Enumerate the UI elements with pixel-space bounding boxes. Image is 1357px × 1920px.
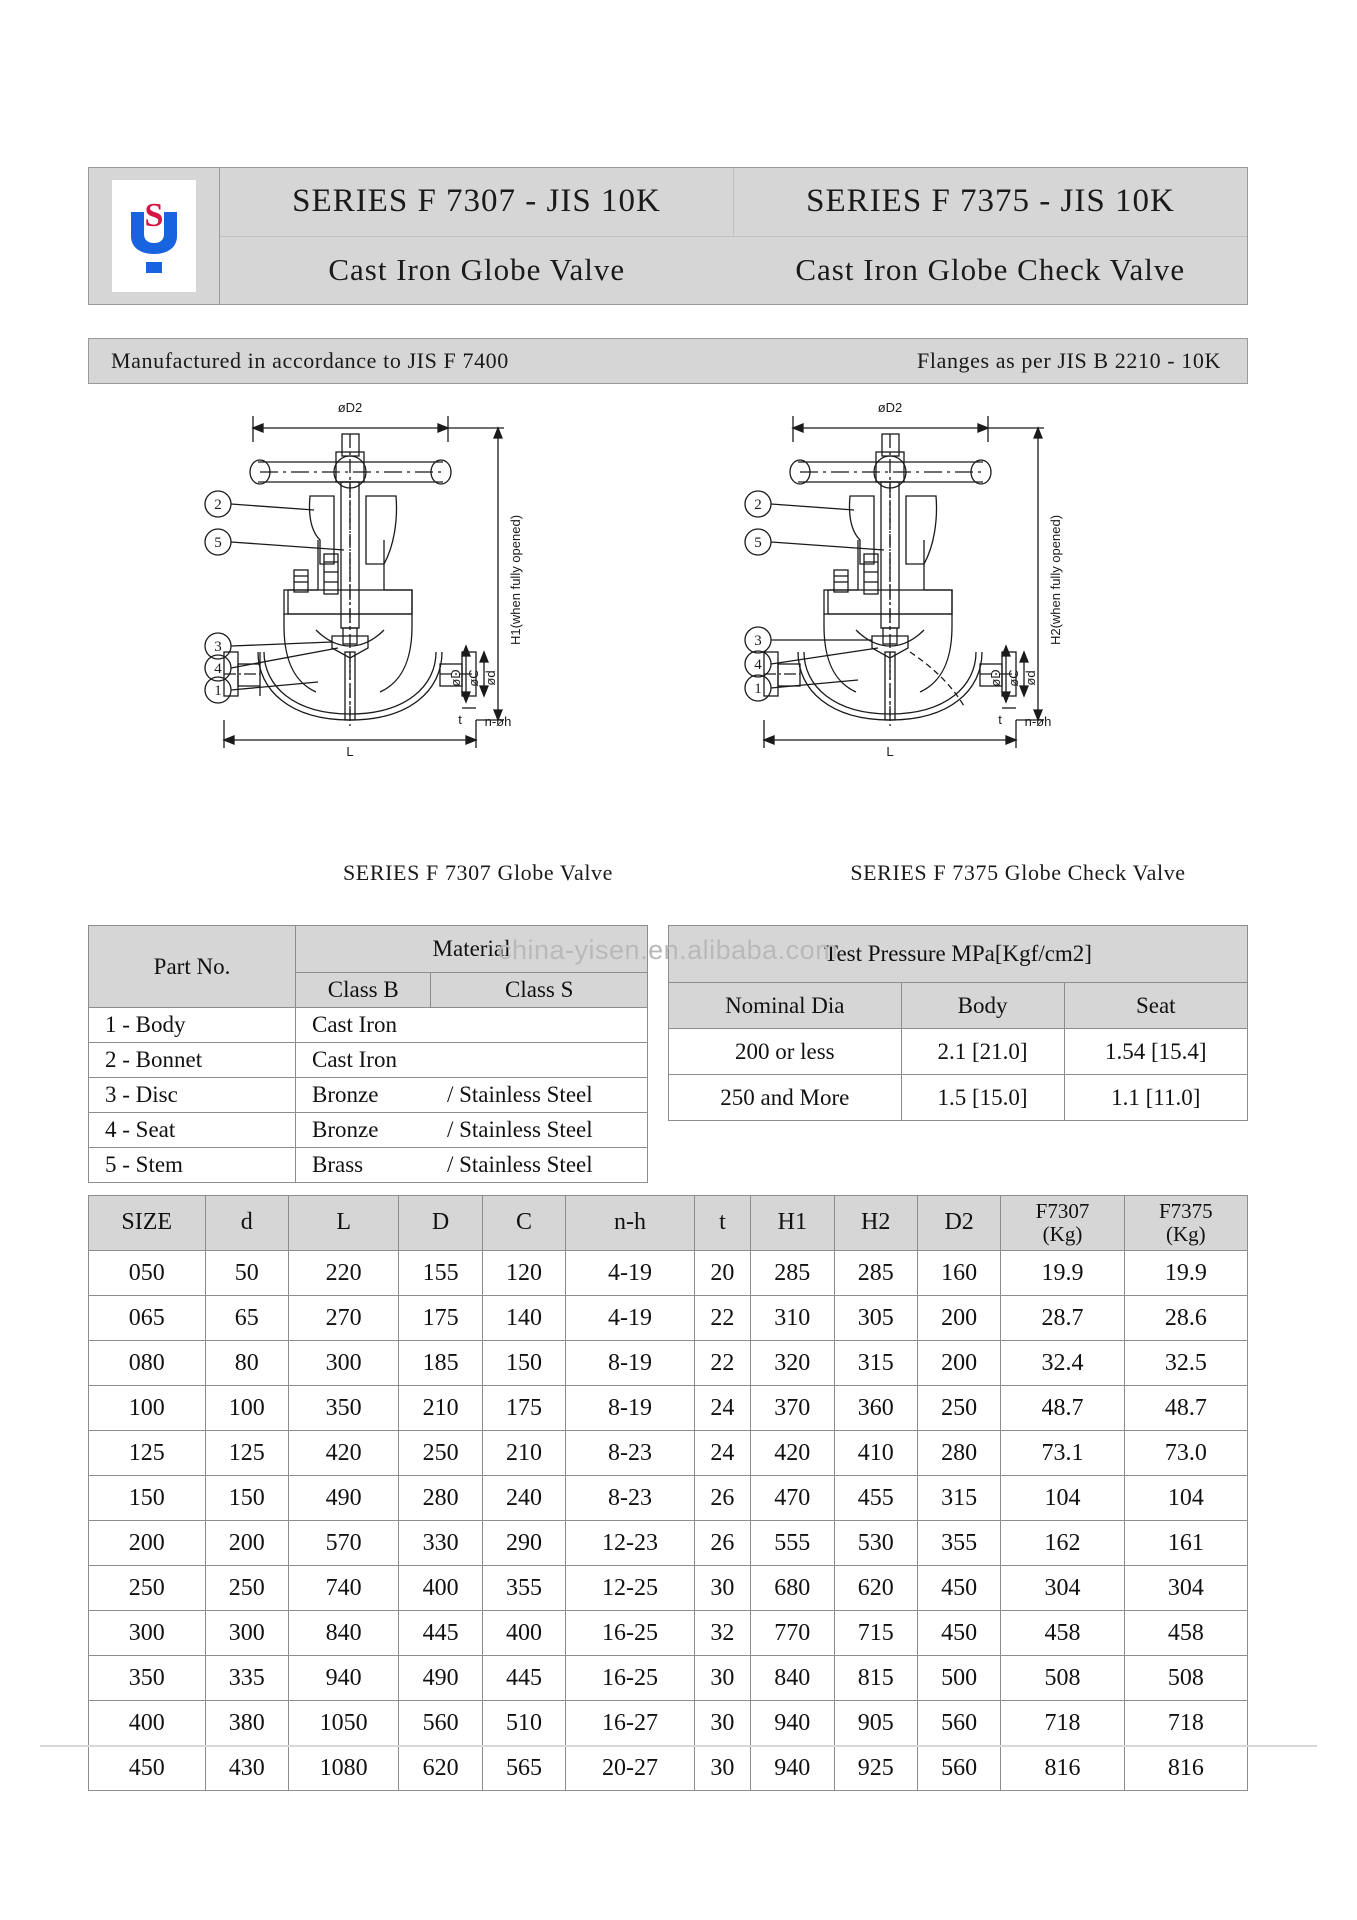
cell-size: 125 (89, 1431, 206, 1476)
cell-n-h: 16-25 (566, 1656, 695, 1701)
cell-d: 175 (399, 1296, 482, 1341)
cell-t: 20 (694, 1251, 750, 1296)
cell-f7307: 718 (1001, 1701, 1124, 1746)
standards-right-text: Flanges as per JIS B 2210 - 10K (917, 348, 1221, 373)
label-d2: øD2 (337, 400, 363, 415)
header-class-b: Class B (296, 973, 431, 1008)
label-d-small: ød (1023, 670, 1038, 686)
cell-l: 940 (288, 1656, 398, 1701)
cell-c: 510 (482, 1701, 565, 1746)
cell-l: 1050 (288, 1701, 398, 1746)
label-h2: H2(when fully opened) (1048, 514, 1063, 646)
cell-f7375: 161 (1124, 1521, 1247, 1566)
header-title-row (220, 168, 1247, 237)
cell-d: 185 (399, 1341, 482, 1386)
cell-t: 26 (694, 1476, 750, 1521)
cell-h1: 555 (751, 1521, 834, 1566)
globe-valve-svg (198, 390, 658, 860)
cell-h1: 310 (751, 1296, 834, 1341)
left-drawing-caption: SERIES F 7307 Globe Valve (342, 860, 614, 885)
cell-l: 1080 (288, 1746, 398, 1791)
cell-d: 250 (205, 1566, 288, 1611)
table-row (89, 1476, 1248, 1521)
cell-f7307: 304 (1001, 1566, 1124, 1611)
header-l: L (288, 1196, 398, 1251)
cell-l: 350 (288, 1386, 398, 1431)
cell-l: 570 (288, 1521, 398, 1566)
cell-body-pressure: 1.5 [15.0] (901, 1075, 1064, 1121)
page-header (88, 167, 1248, 305)
cell-class-b: Cast Iron (296, 1008, 431, 1043)
cell-t: 30 (694, 1746, 750, 1791)
cell-f7375: 458 (1124, 1611, 1247, 1656)
header-class-s: Class S (431, 973, 648, 1008)
label-l: L (346, 744, 354, 759)
cell-d: 380 (205, 1701, 288, 1746)
cell-t: 22 (694, 1296, 750, 1341)
cell-c: 445 (482, 1656, 565, 1701)
test-pressure-table (668, 925, 1248, 1121)
cell-class-b: Bronze (296, 1078, 431, 1113)
cell-f7375: 304 (1124, 1566, 1247, 1611)
cell-d2: 560 (917, 1746, 1000, 1791)
cell-size: 300 (89, 1611, 206, 1656)
cell-d: 80 (205, 1341, 288, 1386)
cell-size: 100 (89, 1386, 206, 1431)
header-d: d (205, 1196, 288, 1251)
cell-class-b: Brass (296, 1148, 431, 1183)
cell-d2: 355 (917, 1521, 1000, 1566)
cell-n-h: 16-25 (566, 1611, 695, 1656)
header-d: D (399, 1196, 482, 1251)
right-series-subtitle: Cast Iron Globe Check Valve (795, 252, 1186, 288)
header-f7307-kg: F7307 (Kg) (1001, 1196, 1124, 1251)
cell-f7375: 19.9 (1124, 1251, 1247, 1296)
cell-f7375: 28.6 (1124, 1296, 1247, 1341)
cell-h2: 905 (834, 1701, 917, 1746)
header-size: SIZE (89, 1196, 206, 1251)
cell-h2: 715 (834, 1611, 917, 1656)
cell-h2: 305 (834, 1296, 917, 1341)
table-row (89, 1611, 1248, 1656)
header-c: C (482, 1196, 565, 1251)
label-d2: øD2 (877, 400, 903, 415)
right-series-title: SERIES F 7375 - JIS 10K (806, 183, 1175, 220)
cell-size: 065 (89, 1296, 206, 1341)
cell-d2: 200 (917, 1296, 1000, 1341)
cell-d2: 500 (917, 1656, 1000, 1701)
cell-f7375: 32.5 (1124, 1341, 1247, 1386)
cell-f7375: 73.0 (1124, 1431, 1247, 1476)
balloon-3: 3 (214, 639, 222, 655)
table-row (89, 1701, 1248, 1746)
cell-c: 120 (482, 1251, 565, 1296)
table-row (89, 1296, 1248, 1341)
cell-h1: 370 (751, 1386, 834, 1431)
label-c: øC (466, 669, 481, 687)
table-row (89, 1113, 648, 1148)
table-row (89, 1566, 1248, 1611)
cell-n-h: 12-23 (566, 1521, 695, 1566)
cell-h2: 455 (834, 1476, 917, 1521)
table-row (89, 1656, 1248, 1701)
table-row (89, 1746, 1248, 1791)
cell-c: 565 (482, 1746, 565, 1791)
logo-cell (89, 168, 220, 304)
balloon-5: 5 (754, 535, 762, 551)
cell-c: 355 (482, 1566, 565, 1611)
table-row (89, 1148, 648, 1183)
balloon-5: 5 (214, 535, 222, 551)
cell-d2: 450 (917, 1566, 1000, 1611)
cell-d2: 560 (917, 1701, 1000, 1746)
header-subtitle-row (220, 237, 1247, 305)
cell-c: 400 (482, 1611, 565, 1656)
cell-d2: 160 (917, 1251, 1000, 1296)
dimension-header-row (89, 1196, 1248, 1251)
cell-size: 050 (89, 1251, 206, 1296)
table-row (89, 1008, 648, 1043)
balloon-1: 1 (214, 683, 222, 699)
header-nominal-dia: Nominal Dia (669, 983, 902, 1029)
cell-size: 080 (89, 1341, 206, 1386)
svg-text:S: S (144, 197, 164, 234)
cell-h1: 940 (751, 1746, 834, 1791)
cell-class-s: / Stainless Steel (431, 1148, 648, 1183)
header-seat: Seat (1064, 983, 1248, 1029)
cell-d: 65 (205, 1296, 288, 1341)
cell-c: 210 (482, 1431, 565, 1476)
header-d2: D2 (917, 1196, 1000, 1251)
cell-h2: 620 (834, 1566, 917, 1611)
cell-c: 150 (482, 1341, 565, 1386)
cell-t: 30 (694, 1656, 750, 1701)
cell-class-s: / Stainless Steel (431, 1078, 648, 1113)
cell-n-h: 20-27 (566, 1746, 695, 1791)
cell-n-h: 8-19 (566, 1341, 695, 1386)
cell-h2: 815 (834, 1656, 917, 1701)
label-d-big: øD (448, 669, 463, 687)
balloon-2: 2 (754, 497, 762, 513)
label-h1: H1(when fully opened) (508, 514, 523, 646)
cell-f7307: 162 (1001, 1521, 1124, 1566)
header-titles (220, 168, 1247, 304)
cell-n-h: 16-27 (566, 1701, 695, 1746)
cell-l: 300 (288, 1341, 398, 1386)
cell-f7307: 48.7 (1001, 1386, 1124, 1431)
cell-part-no: 1 - Body (89, 1008, 296, 1043)
cell-body-pressure: 2.1 [21.0] (901, 1029, 1064, 1075)
cell-c: 140 (482, 1296, 565, 1341)
cell-d: 50 (205, 1251, 288, 1296)
table-row (89, 1251, 1248, 1296)
cell-class-b: Bronze (296, 1113, 431, 1148)
cell-d: 400 (399, 1566, 482, 1611)
header-n-h: n-h (566, 1196, 695, 1251)
header-h1: H1 (751, 1196, 834, 1251)
pressure-table-title: Test Pressure MPa[Kgf/cm2] (669, 926, 1248, 983)
cell-nominal-dia: 250 and More (669, 1075, 902, 1121)
cell-f7375: 508 (1124, 1656, 1247, 1701)
cell-t: 22 (694, 1341, 750, 1386)
cell-seat-pressure: 1.1 [11.0] (1064, 1075, 1248, 1121)
table-row (89, 1521, 1248, 1566)
globe-check-valve-svg (738, 390, 1198, 860)
label-d-small: ød (483, 670, 498, 686)
cell-d: 490 (399, 1656, 482, 1701)
cell-d: 560 (399, 1701, 482, 1746)
cell-t: 32 (694, 1611, 750, 1656)
cell-t: 30 (694, 1701, 750, 1746)
cell-t: 30 (694, 1566, 750, 1611)
cell-d2: 450 (917, 1611, 1000, 1656)
left-series-title: SERIES F 7307 - JIS 10K (220, 168, 734, 236)
standards-bar (88, 338, 1248, 384)
watermark-text: china-yisen.en.alibaba.com (498, 935, 839, 965)
header-material: Material (296, 926, 648, 973)
table-row (89, 1078, 648, 1113)
cell-l: 270 (288, 1296, 398, 1341)
cell-l: 840 (288, 1611, 398, 1656)
cell-h2: 925 (834, 1746, 917, 1791)
cell-n-h: 8-19 (566, 1386, 695, 1431)
cell-h2: 315 (834, 1341, 917, 1386)
label-t: t (998, 712, 1002, 727)
cell-c: 290 (482, 1521, 565, 1566)
cell-h2: 410 (834, 1431, 917, 1476)
cell-f7307: 73.1 (1001, 1431, 1124, 1476)
table-row (669, 1029, 1248, 1075)
cell-f7307: 816 (1001, 1746, 1124, 1791)
company-logo-icon (119, 190, 189, 282)
balloon-4: 4 (754, 657, 762, 673)
cell-n-h: 8-23 (566, 1476, 695, 1521)
cell-f7307: 28.7 (1001, 1296, 1124, 1341)
cell-d: 430 (205, 1746, 288, 1791)
cell-c: 240 (482, 1476, 565, 1521)
dimension-table (88, 1195, 1248, 1791)
cell-seat-pressure: 1.54 [15.4] (1064, 1029, 1248, 1075)
globe-valve-drawing (198, 390, 758, 885)
cell-size: 400 (89, 1701, 206, 1746)
cell-h1: 470 (751, 1476, 834, 1521)
pressure-table-title-row (669, 926, 1248, 983)
header-t: t (694, 1196, 750, 1251)
cell-d2: 250 (917, 1386, 1000, 1431)
footer-divider (40, 1745, 1317, 1747)
cell-f7375: 104 (1124, 1476, 1247, 1521)
label-l: L (886, 744, 894, 759)
cell-size: 250 (89, 1566, 206, 1611)
cell-d: 210 (399, 1386, 482, 1431)
table-row (89, 1431, 1248, 1476)
part-table-header-row (89, 926, 648, 973)
cell-h1: 285 (751, 1251, 834, 1296)
cell-h1: 320 (751, 1341, 834, 1386)
header-body: Body (901, 983, 1064, 1029)
header-h2: H2 (834, 1196, 917, 1251)
cell-f7375: 816 (1124, 1746, 1247, 1791)
cell-d2: 280 (917, 1431, 1000, 1476)
cell-l: 420 (288, 1431, 398, 1476)
cell-d: 250 (399, 1431, 482, 1476)
cell-h1: 680 (751, 1566, 834, 1611)
label-c: øC (1006, 669, 1021, 687)
cell-f7307: 104 (1001, 1476, 1124, 1521)
table-row (89, 1043, 648, 1078)
standards-left-text: Manufactured in accordance to JIS F 7400 (111, 348, 509, 373)
cell-d: 155 (399, 1251, 482, 1296)
table-row (669, 1075, 1248, 1121)
cell-class-b: Cast Iron (296, 1043, 431, 1078)
label-nh: n-øh (1024, 714, 1052, 729)
cell-h2: 530 (834, 1521, 917, 1566)
cell-size: 200 (89, 1521, 206, 1566)
cell-class-s: / Stainless Steel (431, 1113, 648, 1148)
label-d-big: øD (988, 669, 1003, 687)
table-row (89, 1386, 1248, 1431)
balloon-3: 3 (754, 633, 762, 649)
cell-f7307: 458 (1001, 1611, 1124, 1656)
cell-size: 450 (89, 1746, 206, 1791)
cell-l: 490 (288, 1476, 398, 1521)
cell-d: 125 (205, 1431, 288, 1476)
cell-h1: 940 (751, 1701, 834, 1746)
cell-d2: 200 (917, 1341, 1000, 1386)
cell-l: 220 (288, 1251, 398, 1296)
cell-d: 100 (205, 1386, 288, 1431)
cell-class-s (431, 1043, 648, 1078)
cell-t: 24 (694, 1386, 750, 1431)
balloon-1: 1 (754, 681, 762, 697)
cell-n-h: 4-19 (566, 1296, 695, 1341)
globe-check-valve-drawing (738, 390, 1298, 885)
left-series-subtitle: Cast Iron Globe Valve (328, 252, 626, 288)
header-part-no: Part No. (89, 926, 296, 1008)
cell-nominal-dia: 200 or less (669, 1029, 902, 1075)
label-nh: n-øh (484, 714, 512, 729)
cell-c: 175 (482, 1386, 565, 1431)
cell-d: 335 (205, 1656, 288, 1701)
cell-d: 445 (399, 1611, 482, 1656)
cell-d: 200 (205, 1521, 288, 1566)
cell-d: 620 (399, 1746, 482, 1791)
cell-d2: 315 (917, 1476, 1000, 1521)
cell-d: 150 (205, 1476, 288, 1521)
cell-f7375: 48.7 (1124, 1386, 1247, 1431)
cell-n-h: 8-23 (566, 1431, 695, 1476)
cell-part-no: 3 - Disc (89, 1078, 296, 1113)
cell-d: 280 (399, 1476, 482, 1521)
cell-part-no: 4 - Seat (89, 1113, 296, 1148)
drawings-area (88, 390, 1248, 890)
cell-n-h: 12-25 (566, 1566, 695, 1611)
cell-f7307: 19.9 (1001, 1251, 1124, 1296)
cell-h1: 840 (751, 1656, 834, 1701)
cell-part-no: 2 - Bonnet (89, 1043, 296, 1078)
cell-size: 150 (89, 1476, 206, 1521)
part-material-table (88, 925, 648, 1183)
balloon-2: 2 (214, 497, 222, 513)
cell-l: 740 (288, 1566, 398, 1611)
cell-t: 26 (694, 1521, 750, 1566)
cell-f7307: 32.4 (1001, 1341, 1124, 1386)
cell-h1: 770 (751, 1611, 834, 1656)
right-drawing-caption: SERIES F 7375 Globe Check Valve (850, 860, 1186, 885)
cell-t: 24 (694, 1431, 750, 1476)
cell-f7307: 508 (1001, 1656, 1124, 1701)
cell-n-h: 4-19 (566, 1251, 695, 1296)
header-f7375-kg: F7375 (Kg) (1124, 1196, 1247, 1251)
label-t: t (458, 712, 462, 727)
cell-size: 350 (89, 1656, 206, 1701)
cell-h1: 420 (751, 1431, 834, 1476)
company-logo (112, 180, 196, 292)
cell-class-s (431, 1008, 648, 1043)
cell-part-no: 5 - Stem (89, 1148, 296, 1183)
cell-f7375: 718 (1124, 1701, 1247, 1746)
cell-d: 300 (205, 1611, 288, 1656)
cell-h2: 285 (834, 1251, 917, 1296)
table-row (89, 1341, 1248, 1386)
cell-d: 330 (399, 1521, 482, 1566)
balloon-4: 4 (214, 661, 222, 677)
cell-h2: 360 (834, 1386, 917, 1431)
pressure-table-header-row (669, 983, 1248, 1029)
